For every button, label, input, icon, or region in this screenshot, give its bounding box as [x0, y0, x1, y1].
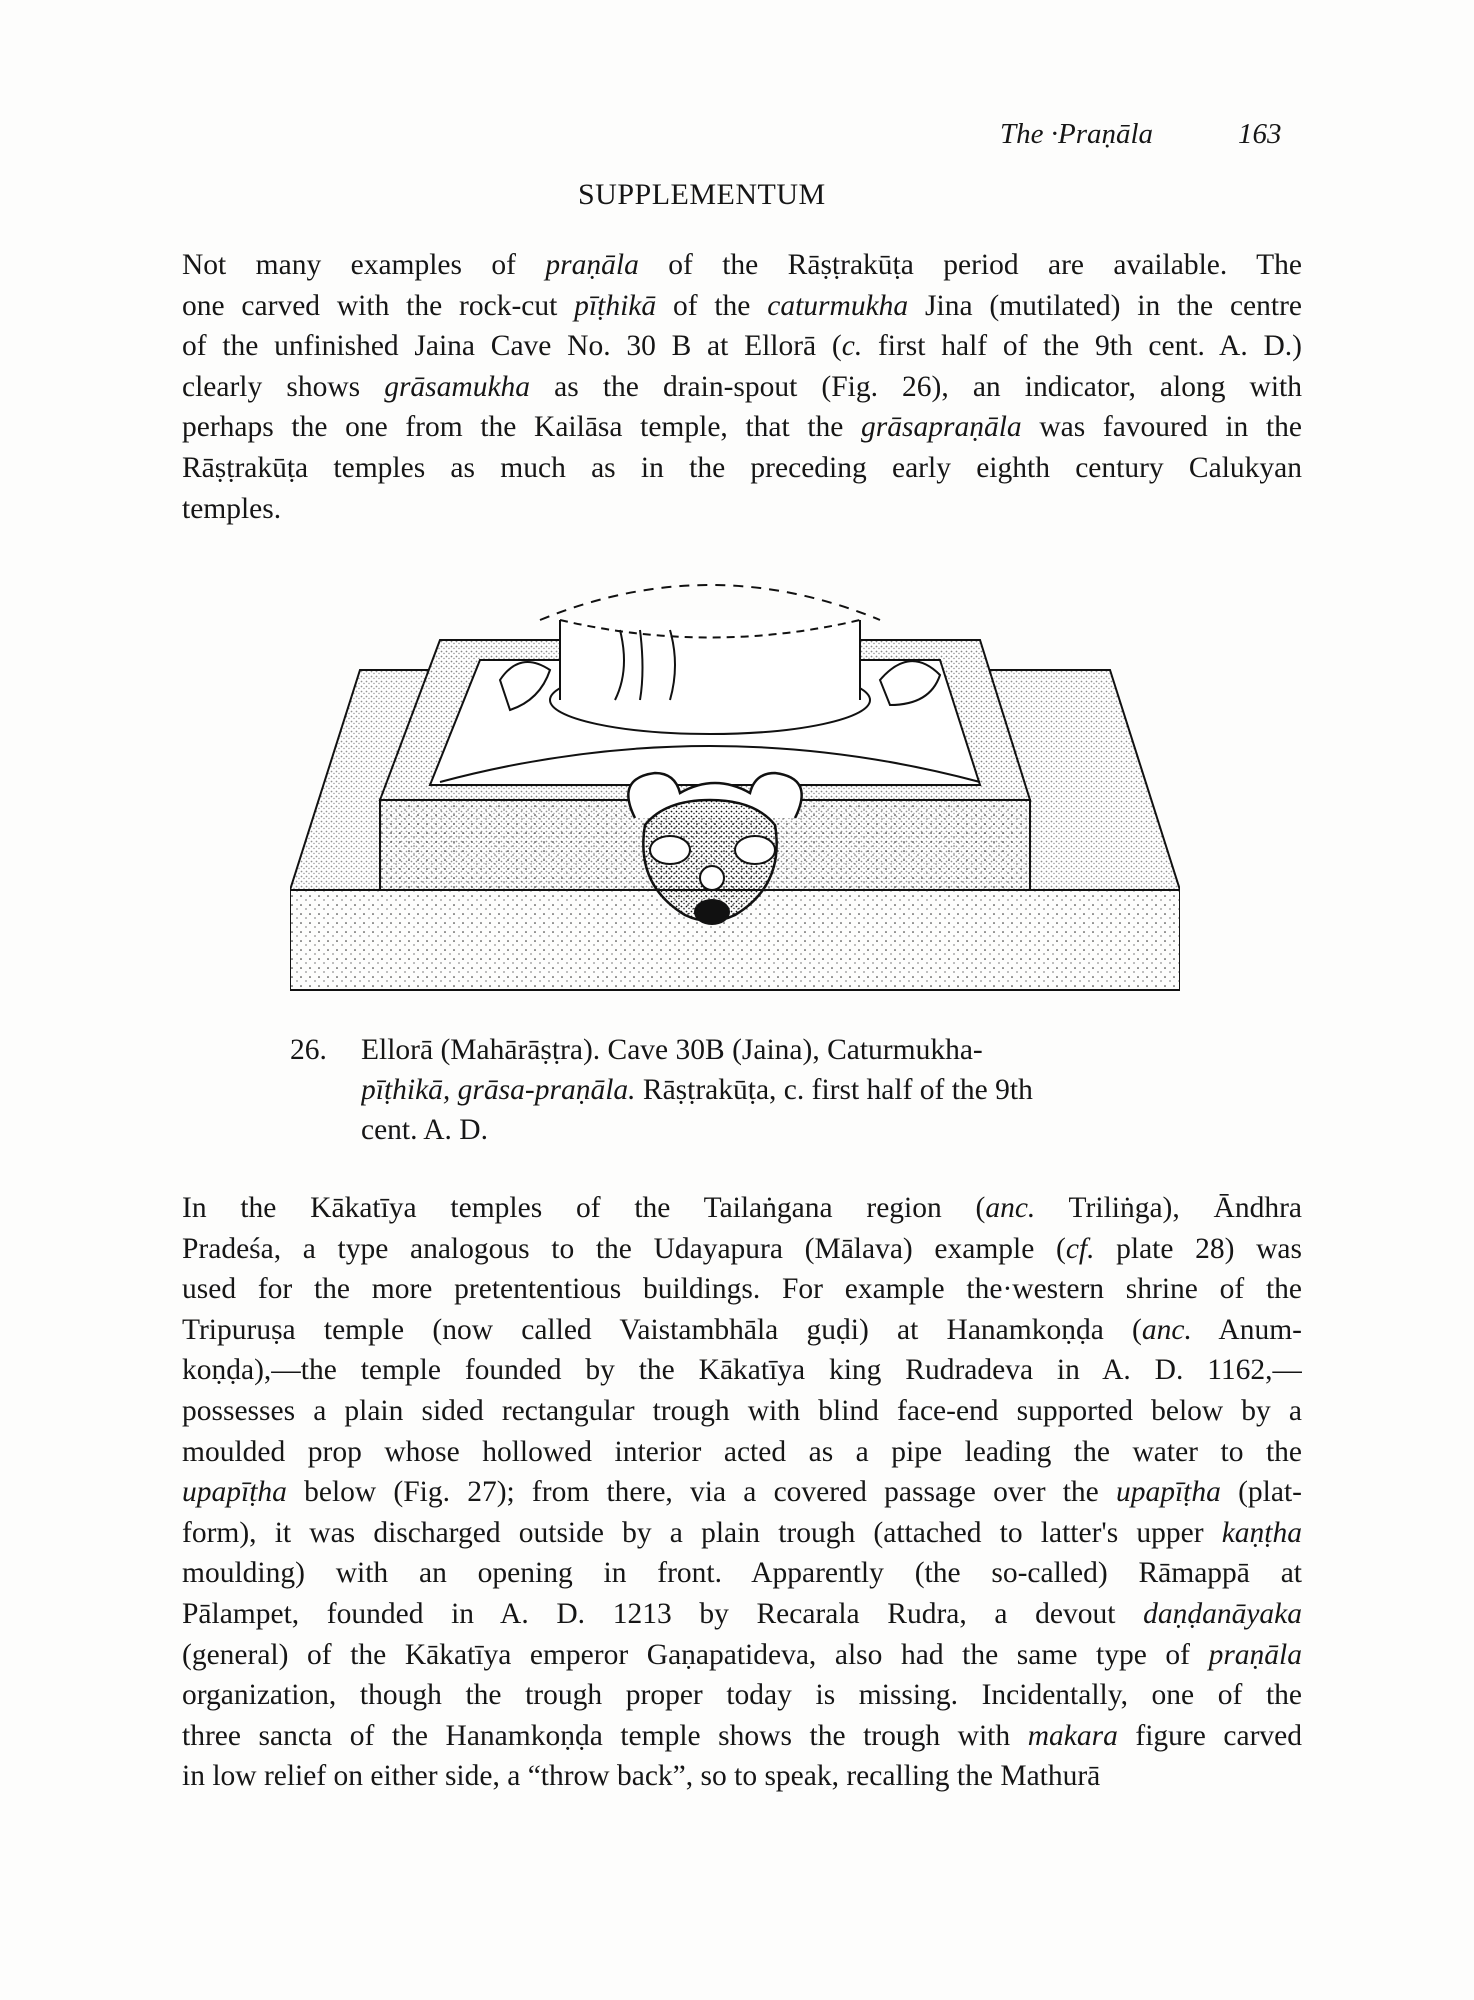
italic-term: pīṭhikā, grāsa-praṇāla. [361, 1074, 636, 1106]
text-line [182, 1310, 1302, 1351]
text-line [182, 1472, 1302, 1513]
page-number: 163 [1238, 118, 1282, 150]
text-run: moulding) with an opening in front. Apparently (the so-called) Rāmappā at [182, 1557, 1302, 1590]
text-run: temples. [182, 492, 282, 525]
italic-term: grāsamukha [384, 370, 531, 403]
italic-term: pīṭhikā [574, 289, 657, 322]
text-run: figure carved [1117, 1719, 1302, 1752]
text-run: Triliṅga), Āndhra [1035, 1192, 1302, 1224]
text-run: of the [656, 289, 768, 322]
figure-caption-text [361, 1030, 1171, 1150]
text-run: clearly shows [182, 370, 385, 403]
text-line [182, 1350, 1302, 1391]
text-run: possesses a plain sided rectangular trough with blind face-end supported below by a [182, 1394, 1302, 1427]
italic-term: caturmukha [767, 289, 909, 322]
section-heading: SUPPLEMENTUM [578, 178, 826, 211]
text-run: of the Rāṣṭrakūṭa period are available. The [638, 249, 1302, 281]
text-run: organization, though the trough proper today is missing. Incidentally, one of the [182, 1679, 1302, 1712]
paragraph-1 [182, 245, 1302, 529]
italic-term: daṇḍanāyaka [1143, 1597, 1302, 1630]
pithika-drawing [290, 560, 1180, 1000]
italic-term: makara [1027, 1719, 1118, 1752]
text-line [182, 1391, 1302, 1432]
italic-term: c. [841, 330, 863, 363]
text-line [361, 1030, 1171, 1070]
italic-term: upapīṭha [182, 1476, 287, 1509]
text-run: was favoured in the [1021, 411, 1302, 444]
italic-term: upapīṭha [1115, 1476, 1221, 1509]
italic-term: cf. [1065, 1232, 1095, 1265]
italic-term: anc. [985, 1192, 1036, 1224]
text-run: form), it was discharged outside by a plain trough (attached to latter's upper [182, 1516, 1222, 1549]
italic-term: praṇāla [1208, 1638, 1302, 1671]
italic-term: grāsapraṇāla [861, 411, 1022, 444]
text-line [182, 326, 1302, 367]
text-run: as the drain-spout (Fig. 26), an indicator, along with [530, 370, 1302, 403]
text-line [182, 1716, 1302, 1757]
text-line [361, 1110, 1171, 1150]
text-run: moulded prop whose hollowed interior acted as a pipe leading the water to the [182, 1435, 1302, 1468]
text-line [182, 1432, 1302, 1473]
text-run: (plat- [1220, 1476, 1302, 1509]
text-line [182, 448, 1302, 489]
text-line [182, 1229, 1302, 1270]
text-run: In the Kākatīya temples of the Tailaṅgana region ( [182, 1192, 986, 1224]
text-run: Tripuruṣa temple (now called Vaistambhāla guḍi) at Hanamkoṇḍa ( [182, 1313, 1142, 1346]
text-run: Jina (mutilated) in the centre [908, 289, 1302, 322]
italic-term: praṇāla [545, 249, 639, 281]
text-run: (general) of the Kākatīya emperor Gaṇapatideva, also had the same type of [182, 1638, 1209, 1671]
text-line [361, 1070, 1171, 1110]
text-run: used for the more pretententious buildings. For example the·western shrine of the [182, 1273, 1302, 1306]
text-run: first half of the 9th cent. A. D.) [862, 330, 1302, 363]
text-run: perhaps the one from the Kailāsa temple, that the [182, 411, 862, 444]
text-line [182, 245, 1302, 286]
text-run: Not many examples of [182, 249, 546, 281]
text-line [182, 1188, 1302, 1229]
figure-26-illustration [290, 560, 1180, 1000]
text-run: koṇḍa),—the temple founded by the Kākatīya king Rudradeva in A. D. 1162,— [182, 1354, 1302, 1387]
text-run: three sancta of the Hanamkoṇḍa temple shows the trough with [182, 1719, 1028, 1752]
italic-term: anc. [1141, 1313, 1192, 1346]
text-run: one carved with the rock-cut [182, 289, 575, 322]
text-run: Pradeśa, a type analogous to the Udayapura (Mālava) example ( [182, 1232, 1066, 1265]
figure-number: 26. [290, 1034, 327, 1066]
text-run: Ellorā (Mahārāṣṭra). Cave 30B (Jaina), Caturmukha- [361, 1034, 983, 1066]
text-run: plate 28) was [1094, 1232, 1302, 1265]
text-line [182, 1513, 1302, 1554]
text-line [182, 367, 1302, 408]
text-run: Anum- [1191, 1313, 1302, 1346]
text-line [182, 489, 1302, 530]
text-line [182, 1594, 1302, 1635]
text-line [182, 1635, 1302, 1676]
text-line [182, 1553, 1302, 1594]
text-line [182, 407, 1302, 448]
running-title: The ·Praṇāla [1000, 118, 1154, 150]
text-run: below (Fig. 27); from there, via a covered passage over the [286, 1476, 1116, 1509]
text-line [182, 286, 1302, 327]
text-line [182, 1675, 1302, 1716]
text-run: Pālampet, founded in A. D. 1213 by Recarala Rudra, a devout [182, 1597, 1144, 1630]
italic-term: kaṇṭha [1221, 1516, 1302, 1549]
text-line [182, 1756, 1302, 1797]
text-run: of the unfinished Jaina Cave No. 30 B at Ellorā ( [182, 330, 842, 363]
text-line [182, 1269, 1302, 1310]
paragraph-2 [182, 1188, 1302, 1797]
text-run: in low relief on either side, a “throw back”, so to speak, recalling the Mathurā [182, 1760, 1101, 1793]
text-run: Rāṣṭrakūṭa temples as much as in the preceding early eighth century Calukyan [182, 451, 1302, 484]
text-run: Rāṣṭrakūṭa, c. first half of the 9th [635, 1074, 1033, 1106]
text-run: cent. A. D. [361, 1114, 488, 1146]
